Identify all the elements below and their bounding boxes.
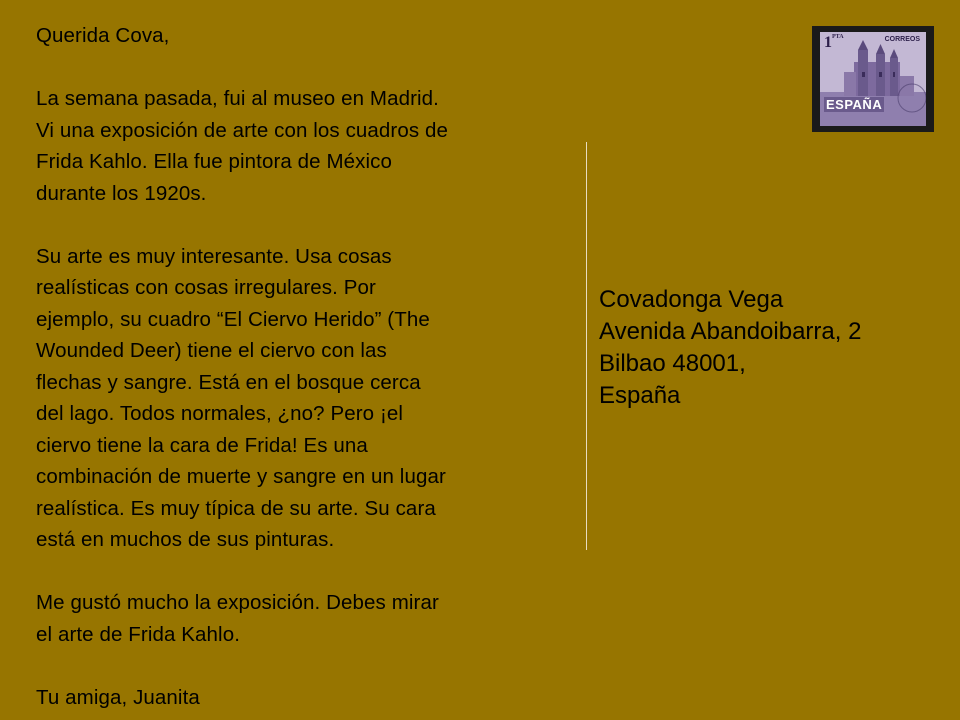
recipient-address [599, 284, 861, 412]
recipient-street: Avenida Abandoibarra, 2 [599, 318, 862, 345]
recipient-city: Bilbao 48001, [599, 350, 746, 377]
letter-paragraph-2: Su arte es muy interesante. Usa cosas realísticas con cosas irregulares. Por ejemplo, su cuadro “El Ciervo Herido” (The Wounded Deer) tiene el ciervo con las flechas y sangre. Está en el bosque cerca del lago. Todos normales, ¿no? Pero ¡el ciervo tiene la cara de Frida! Es una combinación de muerte y sangre en un lugar realística. Es muy típica de su arte. Su cara está en muchos de sus pinturas. [36, 244, 446, 551]
recipient-name: Covadonga Vega [599, 286, 784, 313]
stamp-image [820, 32, 926, 126]
stamp-value-number: 1 [824, 34, 832, 51]
stamp-value [824, 34, 844, 52]
stamp-value-unit: PTA [832, 34, 844, 40]
letter-greeting: Querida Cova, [36, 24, 170, 47]
postage-stamp [812, 26, 934, 132]
letter-paragraph-1: La semana pasada, fui al museo en Madrid. Vi una exposición de arte con los cuadros de Frida Kahlo. Ella fue pintora de México durante los 1920s. [36, 87, 449, 205]
recipient-country: España [599, 382, 681, 409]
letter-closing: Tu amiga, Juanita [36, 685, 200, 709]
letter-paragraph-3: Me gustó mucho la exposición. Debes mirar el arte de Frida Kahlo. [36, 591, 439, 646]
stamp-country: ESPAÑA [826, 97, 883, 112]
stamp-post-label: CORREOS [884, 36, 920, 43]
postcard-divider [586, 142, 587, 550]
letter-body [36, 20, 556, 713]
